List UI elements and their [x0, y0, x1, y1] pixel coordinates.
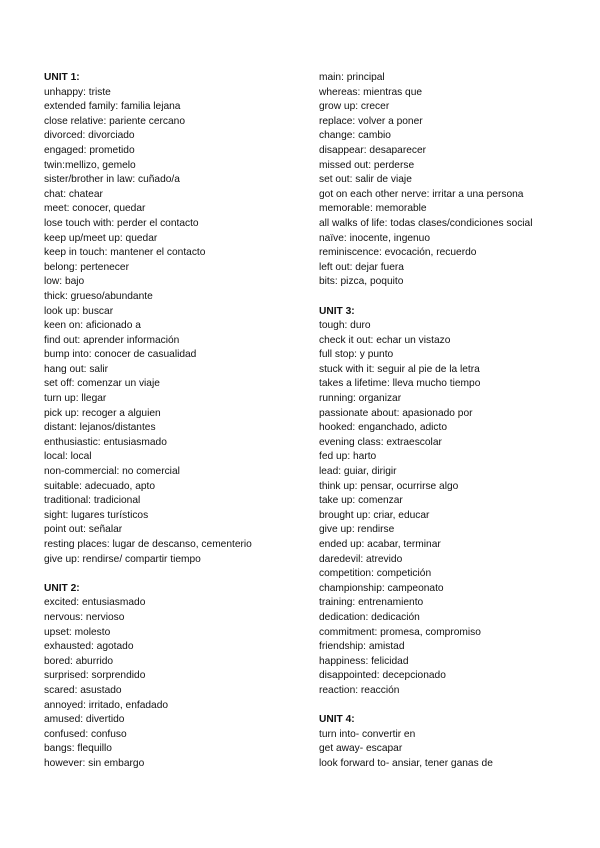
vocab-entry: evening class: extraescolar	[319, 436, 442, 448]
left-column	[44, 71, 294, 772]
vocab-entry: scared: asustado	[44, 684, 122, 696]
vocab-entry: excited: entusiasmado	[44, 597, 146, 609]
vocab-entry: nervous: nervioso	[44, 611, 125, 623]
vocab-entry: reminiscence: evocación, recuerdo	[319, 247, 477, 259]
vocab-entry: turn into- convertir en	[319, 728, 416, 740]
vocab-entry: memorable: memorable	[319, 203, 427, 215]
unit-section	[319, 713, 589, 771]
unit-title: UNIT 3:	[319, 305, 355, 317]
vocab-entry: sight: lugares turísticos	[44, 509, 149, 521]
vocab-entry: turn up: llegar	[44, 393, 107, 405]
vocab-entry: look up: buscar	[44, 305, 114, 317]
vocab-entry: commitment: promesa, compromiso	[319, 626, 481, 638]
vocab-entry: find out: aprender información	[44, 334, 180, 346]
vocab-entry: friendship: amistad	[319, 641, 405, 653]
unit-title: UNIT 2:	[44, 582, 80, 594]
vocab-entry: main: principal	[319, 72, 385, 83]
vocab-entry: look forward to- ansiar, tener ganas de	[319, 757, 493, 769]
vocab-entry: fed up: harto	[319, 451, 377, 463]
vocab-entry: training: entrenamiento	[319, 597, 424, 609]
vocab-entry: engaged: prometido	[44, 144, 135, 156]
vocab-entry: grow up: crecer	[319, 101, 390, 113]
vocab-entry: extended family: familia lejana	[44, 101, 181, 113]
vocab-entry: left out: dejar fuera	[319, 261, 404, 273]
vocab-entry: championship: campeonato	[319, 582, 444, 594]
vocab-entry: disappointed: decepcionado	[319, 670, 446, 682]
vocab-entry: resting places: lugar de descanso, cementerio	[44, 539, 252, 550]
vocab-entry: get away- escapar	[319, 743, 403, 755]
vocab-entry: tough: duro	[319, 320, 371, 332]
vocab-entry: reaction: reacción	[319, 684, 400, 696]
vocab-entry: local: local	[44, 451, 92, 463]
vocab-entry: low: bajo	[44, 276, 85, 288]
vocab-entry: passionate about: apasionado por	[319, 407, 473, 419]
unit-section	[319, 305, 589, 699]
vocab-entry: competition: competición	[319, 568, 432, 580]
vocab-entry: amused: divertido	[44, 714, 125, 726]
vocab-entry: distant: lejanos/distantes	[44, 422, 156, 434]
vocab-entry: enthusiastic: entusiasmado	[44, 436, 167, 448]
vocab-entry: dedication: dedicación	[319, 611, 420, 623]
vocab-entry: suitable: adecuado, apto	[44, 480, 156, 492]
vocab-entry: bump into: conocer de casualidad	[44, 349, 197, 361]
vocab-entry: give up: rendirse	[319, 524, 395, 536]
vocab-entry: close relative: pariente cercano	[44, 115, 186, 127]
vocab-entry: bits: pizca, poquito	[319, 276, 404, 288]
vocab-entry: give up: rendirse/ compartir tiempo	[44, 553, 201, 565]
vocab-entry: happiness: felicidad	[319, 655, 409, 667]
vocab-entry: ended up: acabar, terminar	[319, 539, 441, 550]
vocab-entry: hang out: salir	[44, 363, 108, 375]
vocab-entry: check it out: echar un vistazo	[319, 334, 451, 346]
vocab-entry: thick: grueso/abundante	[44, 290, 153, 302]
vocab-entry: unhappy: triste	[44, 86, 111, 98]
vocab-entry: full stop: y punto	[319, 349, 394, 361]
vocab-entry: disappear: desaparecer	[319, 144, 427, 156]
vocab-entry: traditional: tradicional	[44, 495, 141, 507]
vocab-entry: set off: comenzar un viaje	[44, 378, 160, 390]
vocab-entry: takes a lifetime: lleva mucho tiempo	[319, 378, 481, 390]
vocab-entry: replace: volver a poner	[319, 115, 423, 127]
unit-section	[44, 71, 294, 567]
vocab-entry: upset: molesto	[44, 626, 111, 638]
vocab-entry: set out: salir de viaje	[319, 174, 412, 186]
vocab-entry: sister/brother in law: cuñado/a	[44, 174, 180, 186]
vocab-entry: keep up/meet up: quedar	[44, 232, 158, 244]
vocab-entry: take up: comenzar	[319, 495, 403, 507]
vocab-entry: all walks of life: todas clases/condiciones social	[319, 217, 533, 229]
vocab-entry: twin:mellizo, gemelo	[44, 159, 136, 171]
vocab-entry: chat: chatear	[44, 188, 103, 200]
vocab-entry: point out: señalar	[44, 524, 123, 536]
vocab-entry: however: sin embargo	[44, 757, 145, 769]
right-column	[319, 71, 589, 772]
vocab-entry: lose touch with: perder el contacto	[44, 217, 199, 229]
vocab-entry: hooked: enganchado, adicto	[319, 422, 448, 434]
vocab-entry: whereas: mientras que	[319, 86, 423, 98]
vocab-entry: change: cambio	[319, 130, 391, 142]
vocab-entry: lead: guiar, dirigir	[319, 466, 397, 478]
vocab-entry: divorced: divorciado	[44, 130, 135, 142]
vocab-entry: think up: pensar, ocurrirse algo	[319, 480, 459, 492]
vocab-entry: missed out: perderse	[319, 159, 415, 171]
vocab-entry: brought up: criar, educar	[319, 509, 430, 521]
vocab-entry: bangs: flequillo	[44, 743, 112, 755]
vocab-entry: meet: conocer, quedar	[44, 203, 146, 215]
vocab-entry: exhausted: agotado	[44, 641, 134, 653]
vocab-entry: naïve: inocente, ingenuo	[319, 232, 431, 244]
vocab-entry: stuck with it: seguir al pie de la letra	[319, 363, 480, 375]
vocab-entry: confused: confuso	[44, 728, 127, 740]
vocab-entry: keen on: aficionado a	[44, 320, 141, 332]
unit-section	[44, 582, 294, 772]
vocab-entry: pick up: recoger a alguien	[44, 407, 161, 419]
vocab-entry: running: organizar	[319, 393, 402, 405]
vocab-entry: non-commercial: no comercial	[44, 466, 180, 478]
vocab-entry: bored: aburrido	[44, 655, 114, 667]
unit-section	[319, 71, 589, 290]
vocab-entry: belong: pertenecer	[44, 261, 129, 273]
vocab-entry: surprised: sorprendido	[44, 670, 146, 682]
vocab-entry: daredevil: atrevido	[319, 553, 403, 565]
unit-title: UNIT 4:	[319, 714, 355, 726]
vocab-entry: annoyed: irritado, enfadado	[44, 699, 169, 711]
vocab-entry: got on each other nerve: irritar a una persona	[319, 188, 524, 200]
unit-title: UNIT 1:	[44, 72, 80, 83]
vocab-entry: keep in touch: mantener el contacto	[44, 247, 206, 259]
